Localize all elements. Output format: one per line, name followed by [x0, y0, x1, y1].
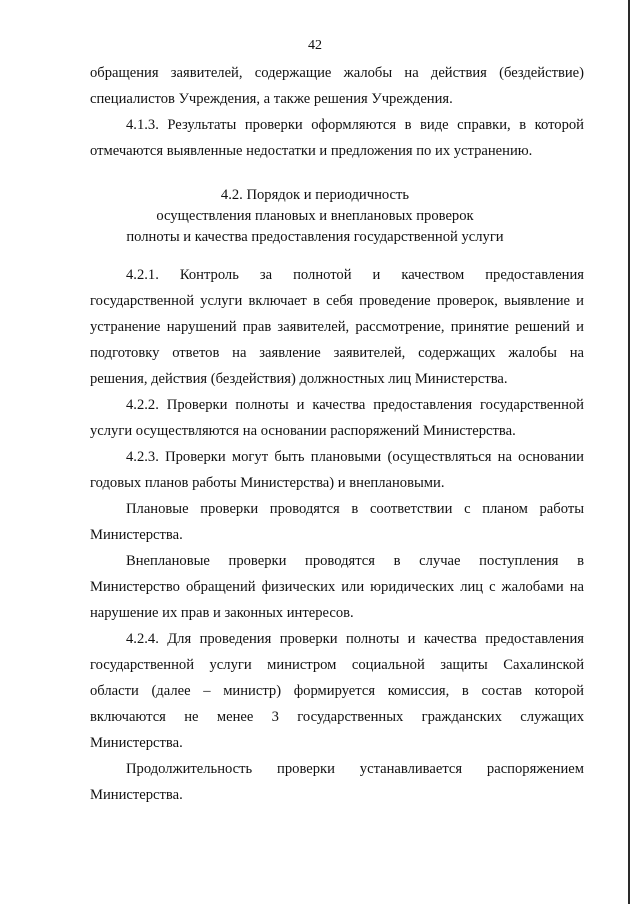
text-line: Плановые проверки проводятся в соответствии с планом работы	[126, 501, 584, 517]
text-line: области (далее – министр) формируется комиссия, в состав которой	[90, 683, 584, 699]
text-line: включаются не менее 3 государственных гражданских служащих	[90, 709, 584, 725]
text-line: подготовку ответов на заявление заявителей, содержащих жалобы на	[90, 345, 584, 361]
text-line: годовых планов работы Министерства) и внеплановыми.	[90, 475, 445, 491]
text-line: отмечаются выявленные недостатки и предложения по их устранению.	[90, 143, 533, 159]
text-line: нарушение их прав и законных интересов.	[90, 605, 354, 621]
text-line: решения, действия (бездействия) должностных лиц Министерства.	[90, 371, 508, 387]
text-line: государственной услуги включает в себя проведение проверок, выявление и	[90, 293, 584, 309]
text-line: Министерство обращений физических или юридических лиц с жалобами на	[90, 579, 584, 595]
text-line: услуги осуществляются на основании распоряжений Министерства.	[90, 423, 516, 439]
page-number: 42	[308, 38, 322, 53]
text-line: 4.2.3. Проверки могут быть плановыми (осуществляться на основании	[126, 449, 584, 465]
section-heading-line: осуществления плановых и внеплановых проверок	[156, 208, 474, 224]
text-line: Министерства.	[90, 735, 183, 751]
section-heading-line: полноты и качества предоставления государственной услуги	[126, 229, 504, 245]
text-line: специалистов Учреждения, а также решения Учреждения.	[90, 91, 453, 107]
text-line: государственной услуги министром социальной защиты Сахалинской	[90, 657, 584, 673]
text-line: Министерства.	[90, 787, 183, 803]
text-line: устранение нарушений прав заявителей, рассмотрение, принятие решений и	[90, 319, 584, 335]
text-line: 4.1.3. Результаты проверки оформляются в виде справки, в которой	[126, 117, 584, 133]
text-line: обращения заявителей, содержащие жалобы на действия (бездействие)	[90, 65, 584, 81]
text-line: Внеплановые проверки проводятся в случае поступления в	[126, 553, 584, 569]
text-line: 4.2.2. Проверки полноты и качества предоставления государственной	[126, 397, 584, 413]
text-line: 4.2.4. Для проведения проверки полноты и качества предоставления	[126, 631, 584, 647]
section-heading-line: 4.2. Порядок и периодичность	[220, 187, 410, 203]
text-line: Продолжительность проверки устанавливается распоряжением	[126, 761, 584, 777]
text-line: 4.2.1. Контроль за полнотой и качеством предоставления	[126, 267, 584, 283]
text-line: Министерства.	[90, 527, 183, 543]
